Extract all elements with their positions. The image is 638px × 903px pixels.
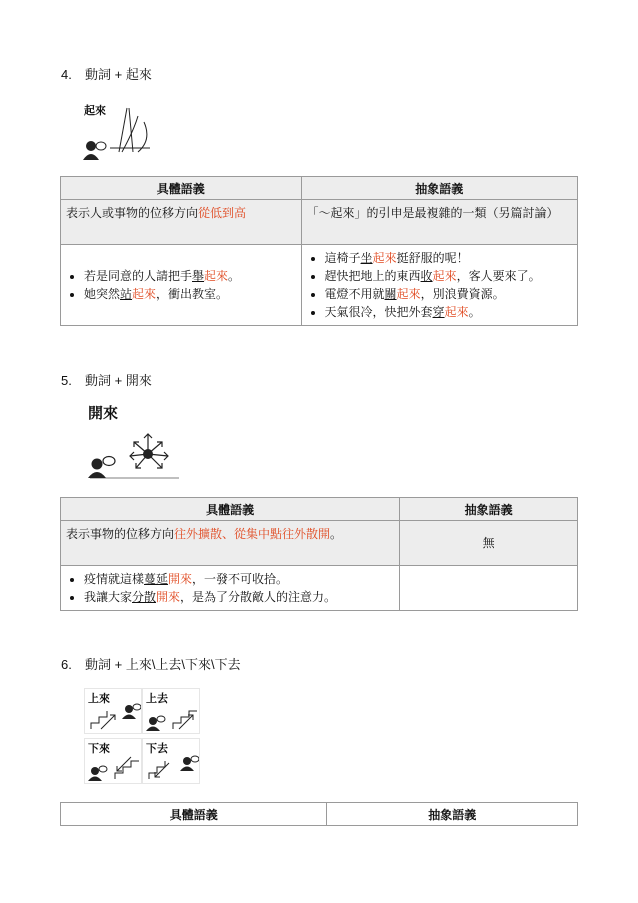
section-title: 動詞 + 開來	[85, 373, 152, 388]
section-4-table	[60, 176, 578, 326]
panel-label: 上去	[146, 692, 168, 705]
section-title: 動詞 + 起來	[85, 67, 152, 82]
stairs-up-arrow-icon	[85, 689, 141, 733]
header-abstract: 抽象語義	[400, 498, 578, 521]
section-number: 6.	[61, 657, 72, 672]
panel-label: 上來	[88, 692, 110, 705]
panel-xiaqu	[142, 738, 200, 784]
upward-arrows-icon	[82, 100, 162, 162]
spread-arrows-icon	[84, 402, 179, 480]
section-6-heading	[61, 654, 241, 673]
section-number: 4.	[61, 67, 72, 82]
qilai-illustration	[82, 100, 162, 162]
list-item: • 她突然站起來，衝出教室。	[84, 285, 296, 303]
list-item: • 若是同意的人請把手舉起來。	[84, 267, 296, 285]
list-item: • 這椅子坐起來挺舒服的呢！	[325, 249, 572, 267]
section-title: 動詞 + 上來\上去\下來\下去	[85, 657, 241, 672]
list-item: • 電燈不用就關起來，別浪費資源。	[325, 285, 572, 303]
concrete-examples	[61, 566, 400, 611]
panel-shangqu	[142, 688, 200, 734]
abstract-examples	[301, 245, 577, 326]
abstract-definition: 無	[400, 521, 578, 566]
header-concrete: 具體語義	[61, 498, 400, 521]
concrete-definition: 表示人或事物的位移方向從低到高	[61, 200, 302, 245]
header-concrete: 具體語義	[61, 803, 327, 826]
list-item: • 疫情就這樣蔓延開來，一發不可收拾。	[84, 570, 394, 588]
section-6-table	[60, 802, 578, 826]
concrete-definition: 表示事物的位移方向往外擴散、從集中點往外散開。	[61, 521, 400, 566]
section-5-heading	[61, 370, 152, 389]
header-abstract: 抽象語義	[327, 803, 578, 826]
stairs-down-arrow-icon	[143, 739, 199, 783]
header-abstract: 抽象語義	[301, 177, 577, 200]
stairs-up-arrow-icon	[143, 689, 199, 733]
panel-shanglai	[84, 688, 142, 734]
panel-label: 下來	[88, 742, 110, 755]
figure-label: 起來	[84, 104, 106, 117]
kailai-illustration	[84, 402, 179, 480]
concrete-examples	[61, 245, 302, 326]
list-item: • 我讓大家分散開來，是為了分散敵人的注意力。	[84, 588, 394, 606]
section-number: 5.	[61, 373, 72, 388]
abstract-definition: 「～起來」的引申是最複雜的一類（另篇討論）	[301, 200, 577, 245]
figure-label: 開來	[88, 404, 119, 422]
section-4-heading	[61, 64, 152, 83]
stairs-down-arrow-icon	[85, 739, 141, 783]
header-concrete: 具體語義	[61, 177, 302, 200]
abstract-examples	[400, 566, 578, 611]
list-item: • 趕快把地上的東西收起來，客人要來了。	[325, 267, 572, 285]
section-5-table	[60, 497, 578, 611]
panel-xialai	[84, 738, 142, 784]
list-item: • 天氣很冷，快把外套穿起來。	[325, 303, 572, 321]
panel-label: 下去	[146, 742, 168, 755]
